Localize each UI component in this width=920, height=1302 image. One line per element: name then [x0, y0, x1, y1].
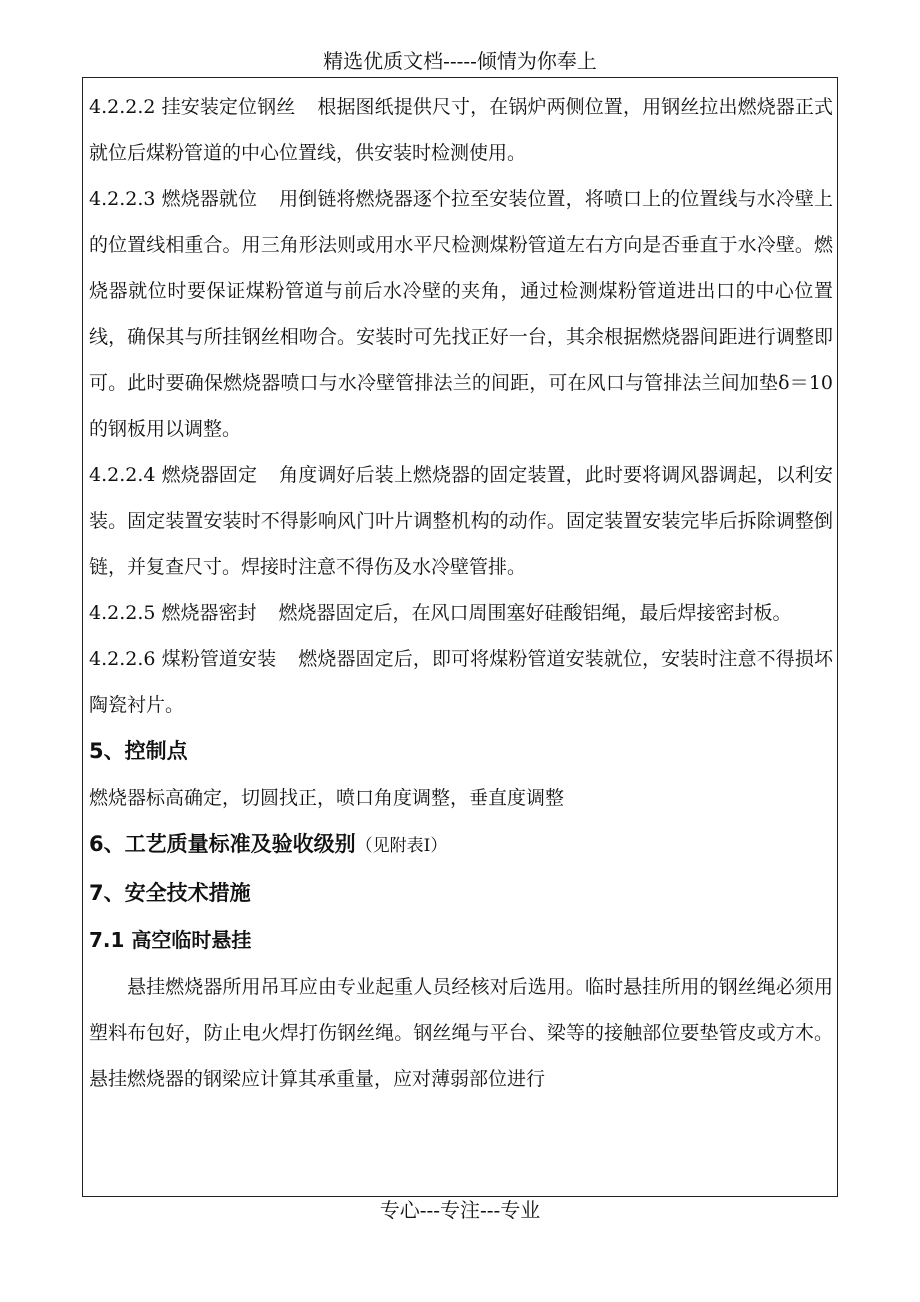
section-4-2-2-4-text: 角度调好后装上燃烧器的固定装置，此时要将调风器调起，以利安装。固定装置安装时不得影响风门叶片调整机构的动作。固定装置安装完毕后拆除调整倒链，并复查尺寸。焊接时注意不得伤及水冷壁管排。	[89, 464, 833, 578]
section-4-2-2-5	[89, 590, 833, 636]
heading-control-points: 5、控制点	[89, 739, 188, 763]
section-4-2-2-3	[89, 176, 833, 452]
section-4-2-2-6	[89, 636, 833, 728]
document-content	[89, 84, 833, 1102]
quality-standards-title: 6、工艺质量标准及验收级别	[89, 832, 356, 856]
control-points-text: 燃烧器标高确定，切圆找正，喷口角度调整，垂直度调整	[89, 787, 565, 809]
quality-standards-note: （见附表Ⅰ）	[355, 836, 448, 856]
heading-high-altitude-suspension: 7.1 高空临时悬挂	[89, 928, 252, 952]
section-4-2-2-4-label: 4.2.2.4 燃烧器固定	[89, 464, 258, 486]
section-4-2-2-4	[89, 452, 833, 590]
section-4-2-2-3-label: 4.2.2.3 燃烧器就位	[89, 188, 258, 210]
heading-quality-standards	[89, 821, 833, 870]
section-4-2-2-2	[89, 84, 833, 176]
page-header: 精选优质文档-----倾情为你奉上	[323, 49, 597, 73]
heading-safety-measures: 7、安全技术措施	[89, 881, 251, 905]
section-4-2-2-2-label: 4.2.2.2 挂安装定位钢丝	[89, 96, 296, 118]
section-4-2-2-5-label: 4.2.2.5 燃烧器密封	[89, 602, 257, 624]
section-4-2-2-6-text: 燃烧器固定后，即可将煤粉管道安装就位，安装时注意不得损坏陶瓷衬片。	[89, 648, 833, 716]
section-4-2-2-2-text: 根据图纸提供尺寸，在锅炉两侧位置，用钢丝拉出燃烧器正式就位后煤粉管道的中心位置线，供安装时检测使用。	[89, 96, 833, 164]
document-frame	[82, 77, 838, 1197]
section-4-2-2-6-label: 4.2.2.6 煤粉管道安装	[89, 648, 277, 670]
high-altitude-suspension-text: 悬挂燃烧器所用吊耳应由专业起重人员经核对后选用。临时悬挂所用的钢丝绳必须用塑料布包好，防止电火焊打伤钢丝绳。钢丝绳与平台、梁等的接触部位要垫管皮或方木。悬挂燃烧器的钢梁应计算其承重量，应对薄弱部位进行	[89, 976, 833, 1090]
section-4-2-2-3-text: 用倒链将燃烧器逐个拉至安装位置，将喷口上的位置线与水冷壁上的位置线相重合。用三角形法则或用水平尺检测煤粉管道左右方向是否垂直于水冷壁。燃烧器就位时要保证煤粉管道与前后水冷壁的夹角，通过检测煤粉管道进出口的中心位置线，确保其与所挂钢丝相吻合。安装时可先找正好一台，其余根据燃烧器间距进行调整即可。此时要确保燃烧器喷口与水冷壁管排法兰的间距，可在风口与管排法兰间加垫δ＝10的钢板用以调整。	[89, 188, 833, 440]
section-4-2-2-5-text: 燃烧器固定后，在风口周围塞好硅酸铝绳，最后焊接密封板。	[278, 602, 792, 624]
page-footer: 专心---专注---专业	[379, 1198, 541, 1222]
